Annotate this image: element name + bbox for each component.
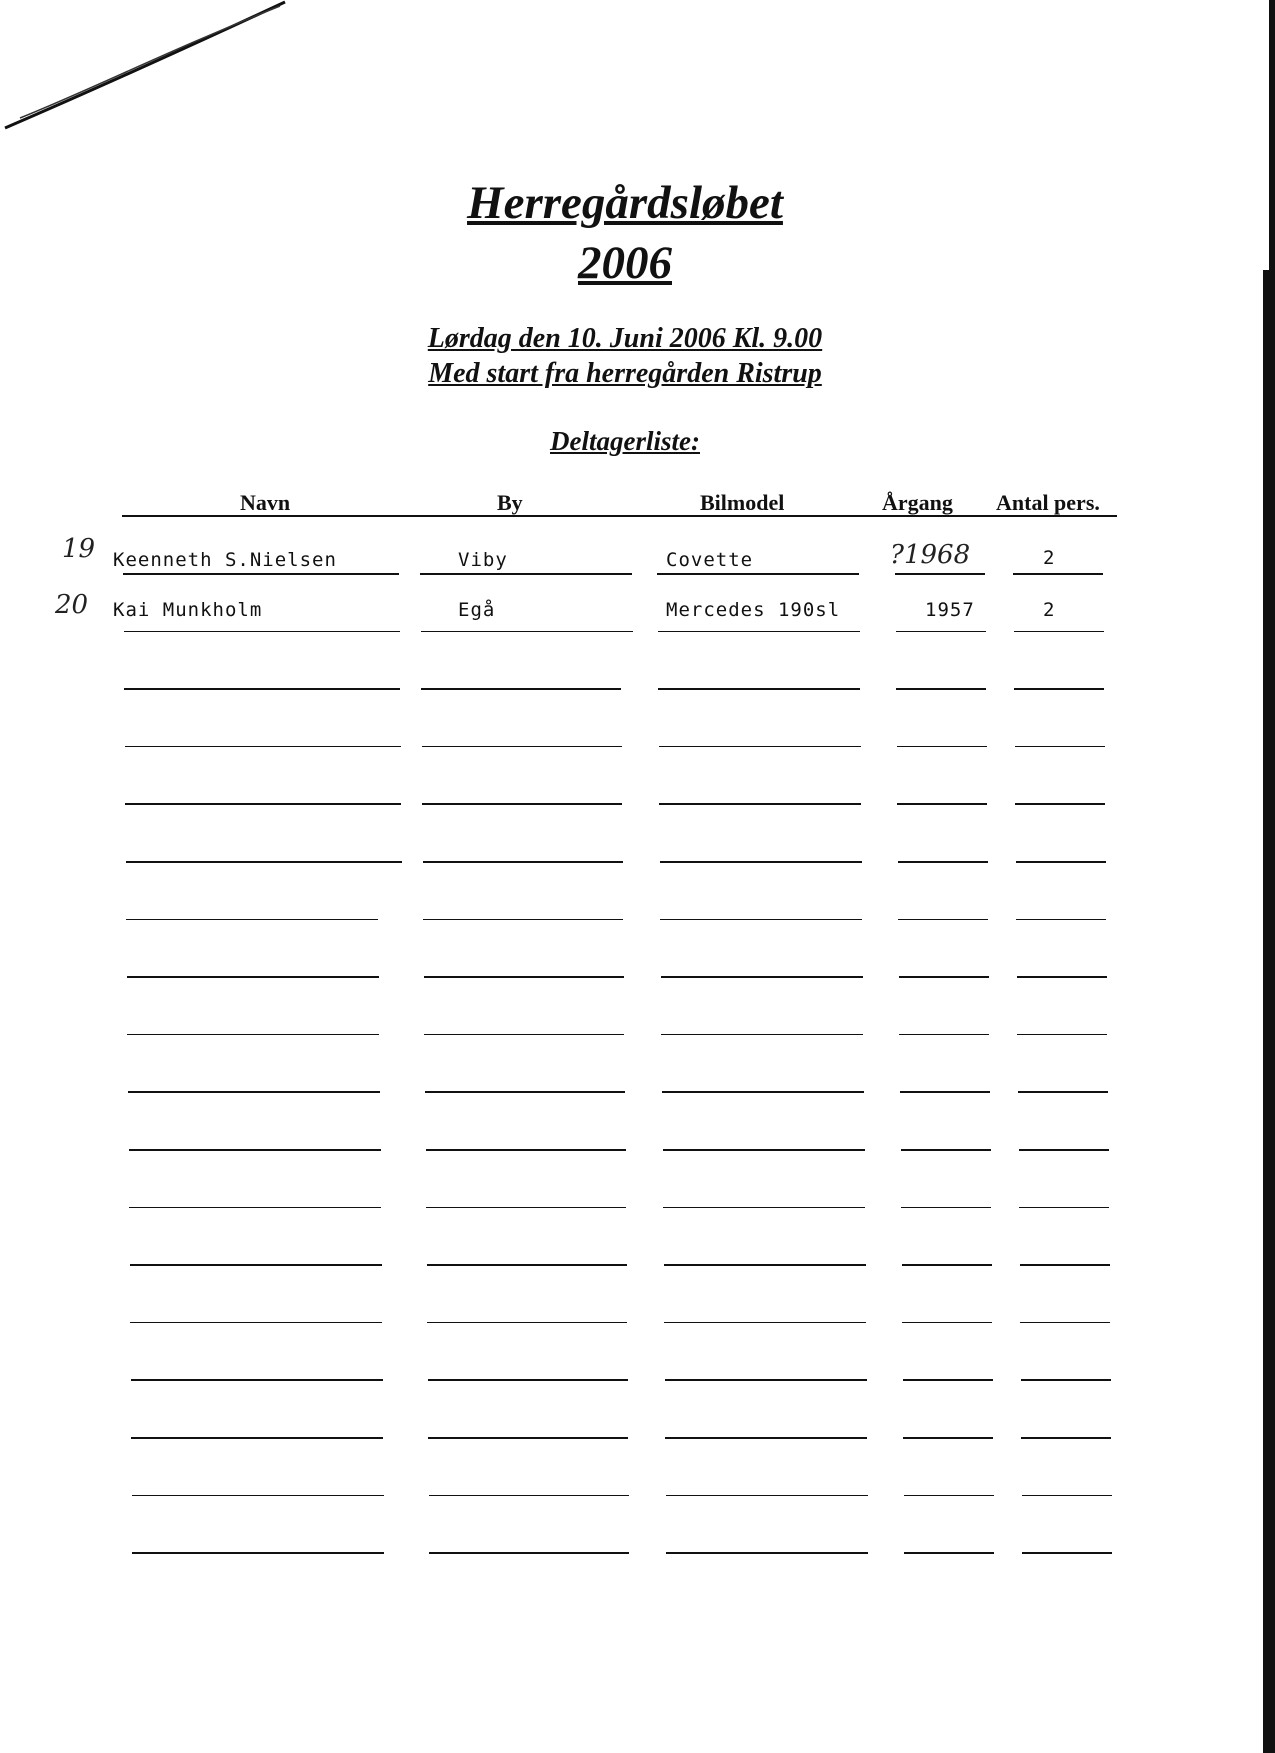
cell-aargang-handwritten: ?1968 xyxy=(890,540,971,570)
cell-by: Egå xyxy=(458,599,496,621)
entry-line xyxy=(658,631,860,633)
entry-line xyxy=(1022,1495,1112,1497)
entry-line xyxy=(427,1322,627,1324)
column-header-by: By xyxy=(497,490,523,515)
entry-line xyxy=(422,803,622,805)
entry-line xyxy=(429,1495,629,1497)
entry-line xyxy=(423,861,623,863)
entry-line xyxy=(1019,1149,1109,1151)
entry-line xyxy=(902,1322,992,1324)
handwritten-row-number: 20 xyxy=(55,590,89,620)
entry-line xyxy=(422,746,622,748)
entry-line xyxy=(426,1207,626,1209)
entry-line xyxy=(131,1379,383,1381)
entry-line xyxy=(899,976,989,978)
header-rule xyxy=(122,515,1117,517)
entry-line xyxy=(901,1207,991,1209)
entry-line xyxy=(658,688,860,690)
cell-antal: 2 xyxy=(1043,547,1056,569)
entry-line xyxy=(1015,803,1105,805)
entry-line xyxy=(663,1149,865,1151)
entry-line xyxy=(661,1034,863,1036)
entry-line xyxy=(663,1207,865,1209)
cell-bilmodel: Covette xyxy=(666,549,754,571)
entry-line xyxy=(900,1091,990,1093)
event-title: Herregårdsløbet xyxy=(467,177,783,229)
entry-line xyxy=(664,1322,866,1324)
event-year: 2006 xyxy=(578,237,672,289)
entry-line xyxy=(124,631,400,633)
entry-line xyxy=(428,1437,628,1439)
cell-navn: Keenneth S.Nielsen xyxy=(113,549,337,571)
entry-line xyxy=(421,631,633,633)
entry-line xyxy=(1014,631,1104,633)
entry-line xyxy=(904,1552,994,1554)
entry-line xyxy=(129,1149,381,1151)
column-header-aargang: Årgang xyxy=(882,490,953,515)
entry-line xyxy=(665,1379,867,1381)
entry-line xyxy=(899,1034,989,1036)
entry-line xyxy=(426,1149,626,1151)
entry-line xyxy=(897,746,987,748)
entry-line xyxy=(660,919,862,921)
entry-line xyxy=(1021,1437,1111,1439)
entry-line xyxy=(1015,746,1105,748)
entry-line xyxy=(428,1379,628,1381)
entry-line xyxy=(1017,1034,1107,1036)
entry-line xyxy=(125,746,401,748)
entry-line xyxy=(429,1552,629,1554)
cell-navn: Kai Munkholm xyxy=(113,599,263,621)
entry-line xyxy=(129,1207,381,1209)
entry-line xyxy=(125,803,401,805)
entry-line xyxy=(896,631,986,633)
entry-line xyxy=(421,688,621,690)
entry-line xyxy=(128,1091,380,1093)
entry-line xyxy=(424,1034,624,1036)
entry-line xyxy=(1016,861,1106,863)
entry-line xyxy=(132,1552,384,1554)
entry-line xyxy=(666,1552,868,1554)
entry-line xyxy=(657,573,859,575)
event-start-location: Med start fra herregården Ristrup xyxy=(428,358,822,389)
scan-edge-shadow-lower xyxy=(1263,270,1275,1753)
entry-line xyxy=(903,1379,993,1381)
entry-line xyxy=(661,976,863,978)
column-header-navn: Navn xyxy=(240,490,291,515)
entry-line xyxy=(660,861,862,863)
entry-line xyxy=(126,919,378,921)
column-header-bilmodel: Bilmodel xyxy=(700,490,785,515)
entry-line xyxy=(659,803,861,805)
entry-line xyxy=(127,976,379,978)
entry-line xyxy=(1017,976,1107,978)
entry-line xyxy=(662,1091,864,1093)
entry-line xyxy=(902,1264,992,1266)
entry-line xyxy=(1020,1264,1110,1266)
scan-pen-stroke xyxy=(0,0,300,140)
entry-line xyxy=(903,1437,993,1439)
entry-line xyxy=(1020,1322,1110,1324)
entry-line xyxy=(1013,573,1103,575)
entry-line xyxy=(665,1437,867,1439)
entry-line xyxy=(666,1495,868,1497)
entry-line xyxy=(427,1264,627,1266)
entry-line xyxy=(904,1495,994,1497)
entry-line xyxy=(130,1322,382,1324)
entry-line xyxy=(1018,1091,1108,1093)
entry-line xyxy=(659,746,861,748)
entry-line xyxy=(123,573,399,575)
entry-line xyxy=(1016,919,1106,921)
entry-line xyxy=(898,919,988,921)
entry-line xyxy=(124,688,400,690)
entry-line xyxy=(420,573,632,575)
scan-edge-shadow xyxy=(1269,0,1275,270)
participant-list-heading: Deltagerliste: xyxy=(550,426,700,456)
entry-line xyxy=(126,861,402,863)
cell-by: Viby xyxy=(458,549,508,571)
cell-bilmodel: Mercedes 190sl xyxy=(666,599,841,621)
cell-antal: 2 xyxy=(1043,599,1056,621)
entry-line xyxy=(898,861,988,863)
entry-line xyxy=(424,976,624,978)
cell-aargang: 1957 xyxy=(925,599,975,621)
entry-line xyxy=(1021,1379,1111,1381)
handwritten-row-number: 19 xyxy=(62,534,96,564)
entry-line xyxy=(1014,688,1104,690)
column-header-antal-pers: Antal pers. xyxy=(996,490,1100,515)
event-date: Lørdag den 10. Juni 2006 Kl. 9.00 xyxy=(427,323,823,354)
entry-line xyxy=(425,1091,625,1093)
entry-line xyxy=(1019,1207,1109,1209)
entry-line xyxy=(895,573,985,575)
entry-line xyxy=(897,803,987,805)
entry-line xyxy=(1022,1552,1112,1554)
entry-line xyxy=(664,1264,866,1266)
entry-line xyxy=(423,919,623,921)
entry-line xyxy=(127,1034,379,1036)
entry-line xyxy=(130,1264,382,1266)
entry-line xyxy=(901,1149,991,1151)
entry-line xyxy=(131,1437,383,1439)
entry-line xyxy=(132,1495,384,1497)
entry-line xyxy=(896,688,986,690)
